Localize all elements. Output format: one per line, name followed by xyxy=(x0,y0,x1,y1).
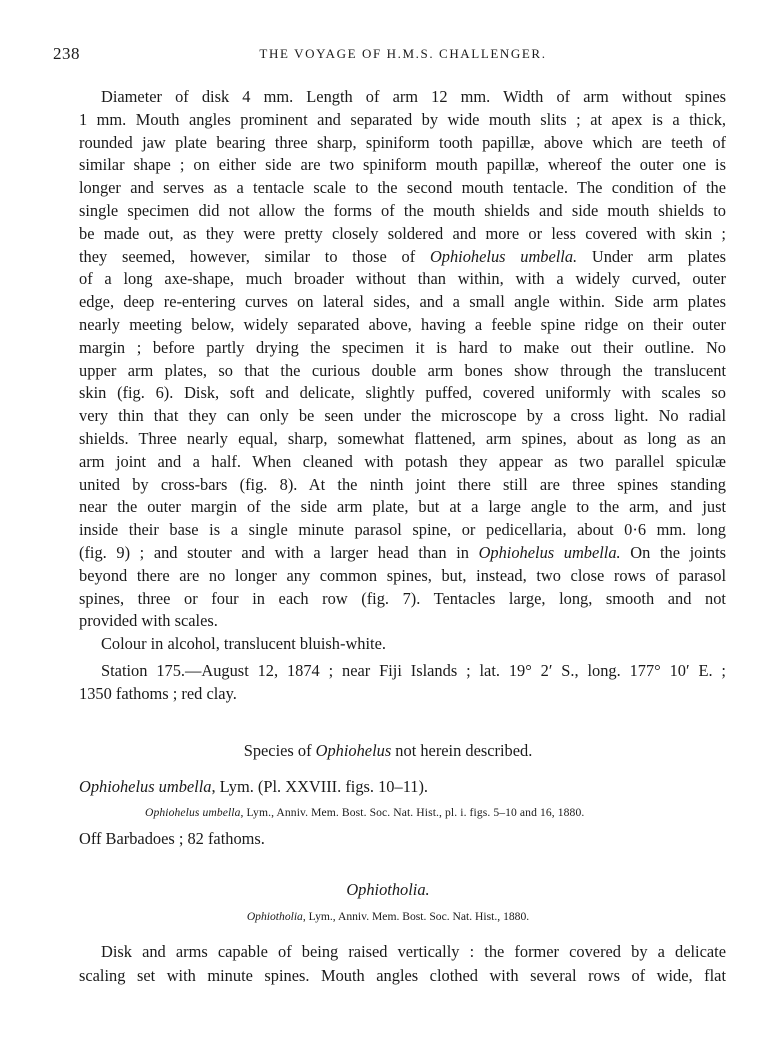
text-line: edge, deep re-entering curves on lateral sides, and a small angle within. Side arm plates xyxy=(79,292,726,312)
page-header xyxy=(53,44,733,68)
text-fragment: they seemed, however, similar to those of xyxy=(79,246,430,266)
genus-name: Ophiotholia. xyxy=(346,880,430,899)
text-line: united by cross-bars (fig. 8). At the ninth joint there still are three spines standing xyxy=(79,474,726,494)
text-fragment: Under arm plates xyxy=(577,246,727,266)
heading-fragment: not herein described. xyxy=(391,741,533,760)
text-line: similar shape ; on either side are two spiniform mouth papillæ, whereof the outer one is xyxy=(79,155,726,175)
genus-description xyxy=(79,940,726,988)
text-line: nearly meeting below, widely separated above, having a feeble spine ridge on their outer xyxy=(79,314,726,334)
running-head: THE VOYAGE OF H.M.S. CHALLENGER. xyxy=(259,46,547,61)
text-line: scaling set with minute spines. Mouth angles clothed with several rows of wide, flat xyxy=(79,966,726,985)
text-line: Disk and arms capable of being raised vertically : the former covered by a delicate xyxy=(101,942,726,961)
text-line: skin (fig. 6). Disk, soft and delicate, slightly puffed, covered uniformly with scales so xyxy=(79,383,726,403)
text-line: rounded jaw plate bearing three sharp, spiniform tooth papillæ, above which are teeth of xyxy=(79,132,726,152)
text-line: provided with scales. xyxy=(79,611,218,631)
text-line: spines, three or four in each row (fig. 7). Tentacles large, long, smooth and not xyxy=(79,588,726,608)
heading-fragment: Species of xyxy=(243,741,316,760)
text-fragment: (fig. 9) ; and stouter and with a larger head than in xyxy=(79,542,479,562)
text-line: very thin that they can only be seen under the microscope by a cross light. No radial xyxy=(79,406,726,426)
text-line: Diameter of disk 4 mm. Length of arm 12 mm. Width of arm without spines xyxy=(101,87,726,106)
reference-taxon: Ophiohelus umbella xyxy=(145,806,241,819)
genus-reference xyxy=(0,910,776,923)
taxon-name: Ophiohelus umbella. xyxy=(429,246,578,266)
page-number: 238 xyxy=(53,44,80,63)
text-line: beyond there are no longer any common spines, but, instead, two close rows of parasol xyxy=(79,565,726,585)
species-name: Ophiohelus umbella xyxy=(79,777,212,796)
taxon-name: Ophiohelus umbella. xyxy=(478,542,621,562)
text-line xyxy=(79,542,726,565)
text-fragment: On the joints xyxy=(620,542,727,562)
text-line: arm joint and a half. When cleaned with potash they appear as two parallel spiculæ xyxy=(79,451,726,471)
station-line: Station 175.—August 12, 1874 ; near Fiji Islands ; lat. 19° 2′ S., long. 177° 10′ E. ; xyxy=(101,660,726,680)
text-line: of a long axe-shape, much broader without than within, with a widely curved, outer xyxy=(79,269,726,289)
reference-taxon: Ophiotholia xyxy=(246,910,303,923)
description-body xyxy=(79,86,726,706)
text-line: longer and serves as a tentacle scale to the second mouth tentacle. The condition of the xyxy=(79,178,726,198)
reference-text: , Lym., Anniv. Mem. Bost. Soc. Nat. Hist., 1880. xyxy=(302,910,530,923)
text-line xyxy=(79,246,726,269)
text-line: near the outer margin of the side arm plate, but at a large angle to the arm, and just xyxy=(79,497,726,517)
text-line: 1 mm. Mouth angles prominent and separated by wide mouth slits ; at apex is a thick, xyxy=(79,109,726,129)
species-title xyxy=(79,777,428,797)
genus-name: Ophiohelus xyxy=(315,741,392,760)
text-line: upper arm plates, so that the curious double arm bones show through the translucent xyxy=(79,360,726,380)
colour-note: Colour in alcohol, translucent bluish-white. xyxy=(101,634,386,654)
section-heading xyxy=(0,741,776,761)
reference-text: , Lym., Anniv. Mem. Bost. Soc. Nat. Hist., pl. i. figs. 5–10 and 16, 1880. xyxy=(240,806,585,819)
text-line: single specimen did not allow the forms of the mouth shields and side mouth shields to xyxy=(79,200,726,220)
text-line: be made out, as they were pretty closely soldered and more or less covered with skin ; xyxy=(79,223,726,243)
genus-heading xyxy=(0,880,776,900)
text-line: margin ; before partly drying the specimen it is hard to make out their outline. No xyxy=(79,337,726,357)
station-line: 1350 fathoms ; red clay. xyxy=(79,683,237,703)
text-line: shields. Three nearly equal, sharp, somewhat flattened, arm spines, about as long as an xyxy=(79,428,726,448)
text-line: inside their base is a single minute parasol spine, or pedicellaria, about 0·6 mm. long xyxy=(79,520,726,540)
species-locality: Off Barbadoes ; 82 fathoms. xyxy=(79,829,265,848)
species-authority: , Lym. (Pl. XXVIII. figs. 10–11). xyxy=(211,777,429,796)
species-reference xyxy=(145,806,584,819)
